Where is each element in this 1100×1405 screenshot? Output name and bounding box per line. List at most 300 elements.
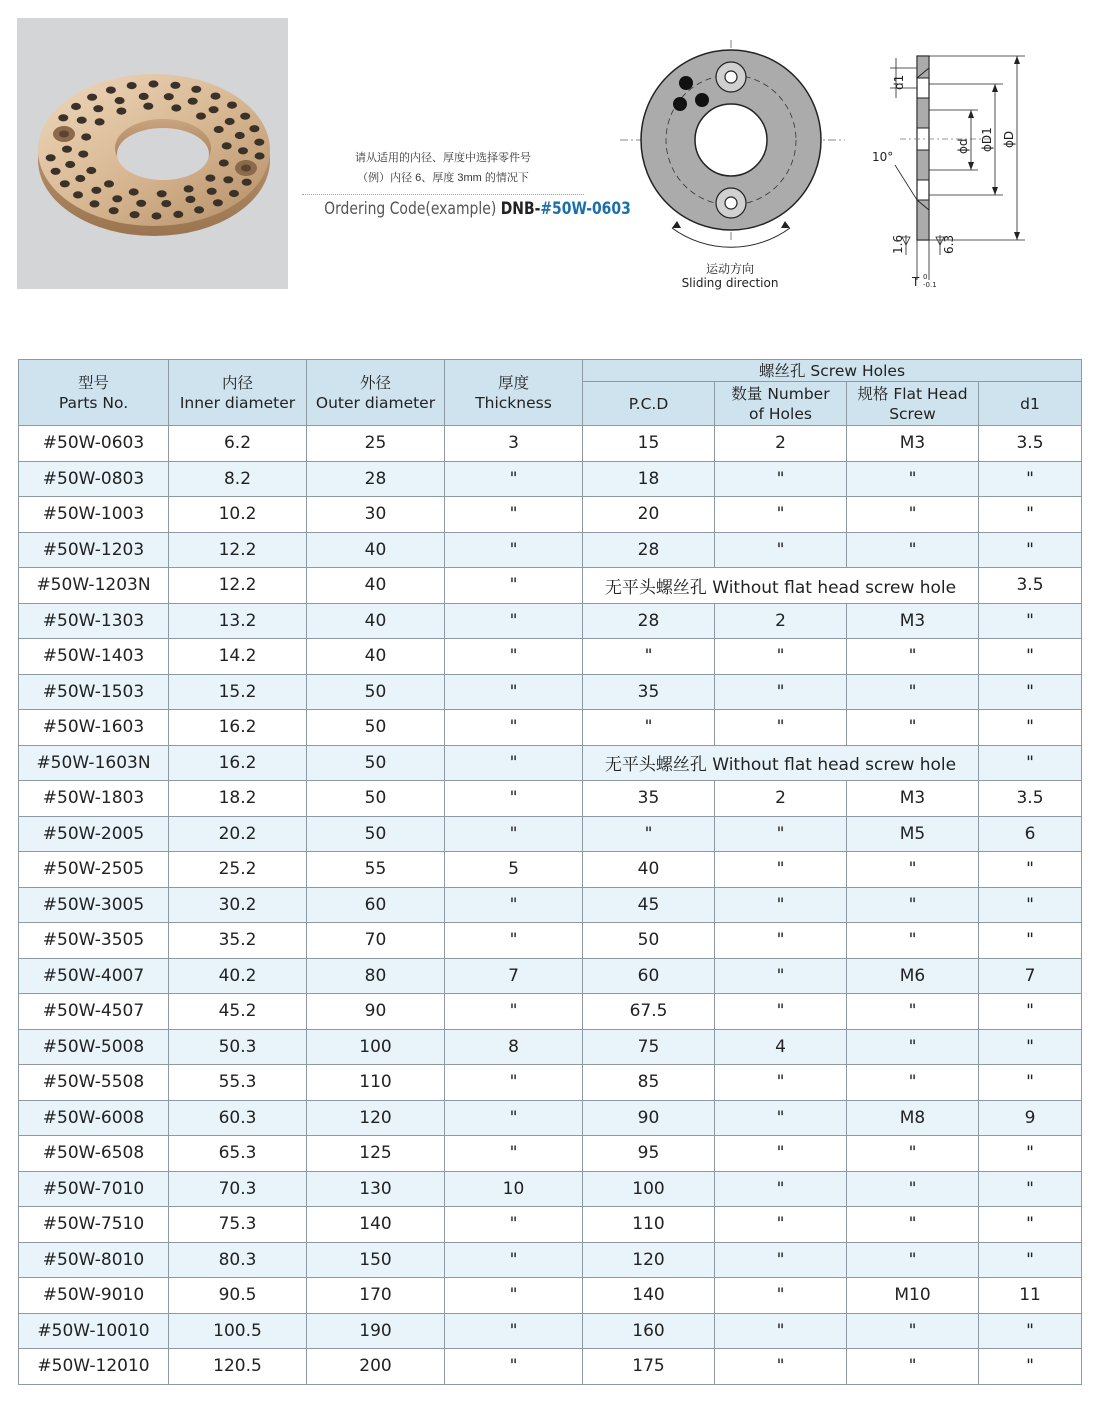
header-screw-holes: 螺丝孔 Screw Holes	[583, 360, 1082, 382]
table-row	[19, 1278, 1082, 1314]
graphite-plug	[62, 146, 72, 153]
table-cell: "	[847, 1313, 979, 1349]
graphite-plug	[152, 212, 162, 219]
graphite-plug	[227, 102, 237, 109]
dim-T: T	[912, 275, 920, 289]
graphite-plug	[205, 175, 215, 182]
dim-d1: d1	[892, 74, 906, 90]
table-row	[19, 781, 1082, 817]
table-cell: 85	[583, 1065, 715, 1101]
table-cell: "	[445, 923, 583, 959]
graphite-plug	[87, 94, 97, 101]
table-cell: 65.3	[169, 1136, 307, 1172]
table-cell: 100.5	[169, 1313, 307, 1349]
table-cell: "	[445, 603, 583, 639]
dim-T-upper: 0	[923, 273, 928, 281]
table-cell: #50W-1603N	[19, 745, 169, 781]
table-cell: "	[445, 674, 583, 710]
table-cell: "	[847, 532, 979, 568]
table-cell: 10	[445, 1171, 583, 1207]
graphite-plug	[249, 125, 259, 132]
table-cell: 40	[307, 603, 445, 639]
dim-T-lower: -0.1	[923, 281, 937, 289]
table-cell: #50W-3505	[19, 923, 169, 959]
table-cell: #50W-7010	[19, 1171, 169, 1207]
table-row	[19, 816, 1082, 852]
table-cell: "	[715, 1136, 847, 1172]
table-cell: "	[715, 710, 847, 746]
table-row	[19, 603, 1082, 639]
graphite-plug	[78, 151, 88, 158]
graphite-plug	[229, 190, 239, 197]
table-cell: M5	[847, 816, 979, 852]
table-cell: 28	[583, 603, 715, 639]
product-photo	[17, 18, 288, 289]
header-pcd: P.C.D	[583, 382, 715, 426]
table-cell: M10	[847, 1278, 979, 1314]
table-cell: "	[445, 816, 583, 852]
table-cell: "	[979, 852, 1082, 888]
table-cell: 8	[445, 1029, 583, 1065]
graphite-plug	[194, 206, 204, 213]
graphite-plug	[139, 93, 149, 100]
table-cell: #50W-1003	[19, 497, 169, 533]
table-row	[19, 532, 1082, 568]
table-cell: "	[445, 1278, 583, 1314]
table-cell: "	[445, 639, 583, 675]
header-parts-no	[19, 360, 169, 426]
table-cell: 16.2	[169, 710, 307, 746]
graphite-plug	[73, 191, 83, 198]
table-cell: #50W-10010	[19, 1313, 169, 1349]
table-cell: 11	[979, 1278, 1082, 1314]
table-row	[19, 497, 1082, 533]
graphite-plug	[149, 80, 159, 87]
table-cell: 7	[445, 958, 583, 994]
header-thickness-cn: 厚度	[497, 373, 529, 392]
table-row	[19, 1136, 1082, 1172]
table-cell: M3	[847, 781, 979, 817]
table-cell: 75.3	[169, 1207, 307, 1243]
table-cell: "	[715, 497, 847, 533]
table-cell: 120	[583, 1242, 715, 1278]
table-cell: "	[715, 461, 847, 497]
graphite-plug	[223, 176, 233, 183]
dim-d: ϕd	[956, 138, 970, 154]
table-cell: "	[979, 1207, 1082, 1243]
table-cell: 60	[307, 887, 445, 923]
graphite-plug	[214, 126, 224, 133]
graphite-plug	[136, 200, 146, 207]
table-cell: 13.2	[169, 603, 307, 639]
header-inner-cn: 内径	[221, 373, 253, 392]
header-outer-cn: 外径	[359, 373, 391, 392]
graphite-plug	[235, 132, 245, 139]
table-cell: 170	[307, 1278, 445, 1314]
graphite-plug	[77, 117, 87, 124]
table-cell: "	[979, 603, 1082, 639]
table-cell: 45.2	[169, 994, 307, 1030]
front-view-drawing	[620, 40, 850, 295]
table-cell: "	[715, 1065, 847, 1101]
table-cell: "	[979, 532, 1082, 568]
table-cell: 6	[979, 816, 1082, 852]
table-cell: 55	[307, 852, 445, 888]
ordering-example	[298, 148, 631, 219]
table-cell: 80	[307, 958, 445, 994]
table-cell: "	[445, 1313, 583, 1349]
table-cell: 12.2	[169, 532, 307, 568]
table-cell: "	[847, 994, 979, 1030]
graphite-plug	[222, 142, 232, 149]
table-row	[19, 1100, 1082, 1136]
graphite-plug	[143, 103, 153, 110]
table-cell: 35	[583, 781, 715, 817]
graphite-plug	[211, 93, 221, 100]
table-cell: 80.3	[169, 1242, 307, 1278]
sliding-direction-en: Sliding direction	[681, 276, 779, 290]
table-cell: 45	[583, 887, 715, 923]
table-cell: "	[979, 1065, 1082, 1101]
table-cell: "	[847, 674, 979, 710]
graphite-plug	[104, 180, 114, 187]
table-cell: #50W-1403	[19, 639, 169, 675]
table-cell: 190	[307, 1313, 445, 1349]
table-cell: 40	[307, 639, 445, 675]
table-cell: "	[847, 1029, 979, 1065]
table-row	[19, 1065, 1082, 1101]
table-cell: "	[979, 887, 1082, 923]
header-parts-no-cn: 型号	[77, 373, 109, 392]
table-cell: #50W-1503	[19, 674, 169, 710]
table-cell: "	[715, 923, 847, 959]
table-cell: 120	[307, 1100, 445, 1136]
table-cell: 50	[307, 781, 445, 817]
table-cell: "	[583, 639, 715, 675]
table-cell: 40	[307, 532, 445, 568]
table-cell: "	[979, 674, 1082, 710]
table-cell: #50W-8010	[19, 1242, 169, 1278]
table-cell: "	[979, 1171, 1082, 1207]
table-cell: "	[979, 923, 1082, 959]
table-cell: 50.3	[169, 1029, 307, 1065]
table-cell: 55.3	[169, 1065, 307, 1101]
table-cell: "	[715, 1242, 847, 1278]
table-cell: 2	[715, 426, 847, 462]
table-cell: "	[847, 1242, 979, 1278]
graphite-plug	[254, 139, 264, 146]
graphite-plug	[170, 82, 180, 89]
header-thickness	[445, 360, 583, 426]
table-cell: 20.2	[169, 816, 307, 852]
table-cell: 50	[307, 816, 445, 852]
graphite-plug	[115, 97, 125, 104]
table-cell: 20	[583, 497, 715, 533]
table-cell: "	[715, 852, 847, 888]
table-cell: #50W-1203	[19, 532, 169, 568]
graphite-plug	[255, 152, 265, 159]
table-cell: 9	[979, 1100, 1082, 1136]
table-cell: "	[445, 994, 583, 1030]
table-cell: "	[715, 674, 847, 710]
table-cell: 28	[583, 532, 715, 568]
table-cell: #50W-12010	[19, 1349, 169, 1385]
table-cell: "	[715, 1278, 847, 1314]
header-spec-line1: 规格 Flat Head	[857, 384, 968, 403]
table-cell: 60.3	[169, 1100, 307, 1136]
table-cell: "	[979, 461, 1082, 497]
table-cell: 4	[715, 1029, 847, 1065]
header-outer-en: Outer diameter	[315, 393, 436, 412]
graphite-plug	[86, 167, 96, 174]
table-cell: "	[715, 1349, 847, 1385]
table-cell: 15.2	[169, 674, 307, 710]
header-d1: d1	[979, 382, 1082, 426]
table-cell: 8.2	[169, 461, 307, 497]
table-cell: 110	[307, 1065, 445, 1101]
header-number-line1: 数量 Number	[731, 384, 830, 403]
table-cell: 75	[583, 1029, 715, 1065]
table-cell: "	[715, 994, 847, 1030]
table-cell: "	[847, 923, 979, 959]
table-cell: "	[979, 1242, 1082, 1278]
table-cell: 100	[583, 1171, 715, 1207]
table-cell: 40	[583, 852, 715, 888]
graphite-plug	[93, 105, 103, 112]
table-cell: 100	[307, 1029, 445, 1065]
table-cell: "	[715, 1313, 847, 1349]
table-cell: 50	[307, 710, 445, 746]
graphite-plug	[196, 113, 206, 120]
ordering-code-prefix: DNB-	[500, 199, 541, 219]
dim-D1: ϕD1	[980, 127, 994, 152]
table-cell: "	[445, 532, 583, 568]
table-row	[19, 923, 1082, 959]
table-cell: M3	[847, 426, 979, 462]
table-cell: "	[445, 1242, 583, 1278]
graphite-plug	[51, 168, 61, 175]
table-cell: 25.2	[169, 852, 307, 888]
ordering-code-label: Ordering Code(example)	[324, 199, 497, 219]
table-cell: #50W-7510	[19, 1207, 169, 1243]
table-cell: 90.5	[169, 1278, 307, 1314]
table-cell: 175	[583, 1349, 715, 1385]
table-row	[19, 1171, 1082, 1207]
table-cell: #50W-9010	[19, 1278, 169, 1314]
table-cell: #50W-4007	[19, 958, 169, 994]
table-cell: "	[583, 816, 715, 852]
table-cell: #50W-5508	[19, 1065, 169, 1101]
table-cell: "	[445, 710, 583, 746]
table-cell: 140	[307, 1207, 445, 1243]
table-cell: "	[445, 745, 583, 781]
header-inner-en: Inner diameter	[179, 393, 296, 412]
table-cell: #50W-5008	[19, 1029, 169, 1065]
graphite-plug	[112, 195, 122, 202]
table-cell: 10.2	[169, 497, 307, 533]
header-number-line2: of Holes	[749, 404, 812, 423]
table-cell: "	[715, 816, 847, 852]
table-cell: "	[847, 1349, 979, 1385]
table-cell: 7	[979, 958, 1082, 994]
table-cell: 140	[583, 1278, 715, 1314]
table-cell: 12.2	[169, 568, 307, 604]
table-cell: 28	[307, 461, 445, 497]
spec-table	[18, 359, 1082, 1385]
table-cell: 160	[583, 1313, 715, 1349]
table-cell: "	[445, 887, 583, 923]
table-cell: "	[979, 1029, 1082, 1065]
table-cell: 50	[307, 745, 445, 781]
table-cell: 95	[583, 1136, 715, 1172]
graphite-plug	[95, 118, 105, 125]
graphite-plug	[161, 200, 171, 207]
graphite-plug	[90, 200, 100, 207]
header-parts-no-en: Parts No.	[58, 393, 129, 412]
graphite-plug	[157, 190, 167, 197]
graphite-plug	[71, 103, 81, 110]
table-cell: "	[715, 639, 847, 675]
dim-roughness-1: 1.6	[891, 234, 905, 254]
graphite-plug	[130, 211, 140, 218]
ordering-instruction: 请从适用的内径、厚度中选择零件号	[355, 152, 531, 164]
table-cell: 90	[583, 1100, 715, 1136]
table-cell: "	[979, 710, 1082, 746]
table-cell: 15	[583, 426, 715, 462]
dim-roughness-2: 6.3	[942, 234, 956, 254]
graphite-plug	[106, 87, 116, 94]
table-cell: "	[847, 497, 979, 533]
table-cell: 3.5	[979, 781, 1082, 817]
table-cell: #50W-1303	[19, 603, 169, 639]
dim-angle: 10°	[872, 150, 894, 164]
table-cell: 120.5	[169, 1349, 307, 1385]
table-cell: 110	[583, 1207, 715, 1243]
table-cell: "	[847, 639, 979, 675]
table-cell: "	[979, 639, 1082, 675]
table-cell: "	[715, 1207, 847, 1243]
graphite-plug	[185, 196, 195, 203]
table-cell: "	[847, 852, 979, 888]
table-cell: "	[715, 532, 847, 568]
table-cell: "	[979, 745, 1082, 781]
dim-D: ϕD	[1002, 130, 1016, 148]
graphite-plug	[75, 175, 85, 182]
table-cell: #50W-0803	[19, 461, 169, 497]
table-cell: 6.2	[169, 426, 307, 462]
table-cell: 125	[307, 1136, 445, 1172]
cell-no-screw-hole-note: 无平头螺丝孔 Without flat head screw hole	[583, 745, 979, 781]
graphite-plug	[209, 106, 219, 113]
table-row	[19, 674, 1082, 710]
table-cell: 35	[583, 674, 715, 710]
table-cell: M3	[847, 603, 979, 639]
graphite-plug	[91, 187, 101, 194]
graphite-plug	[191, 86, 201, 93]
table-row	[19, 426, 1082, 462]
table-cell: 40	[307, 568, 445, 604]
graphite-plug	[225, 118, 235, 125]
graphite-plug	[116, 108, 126, 115]
table-row	[19, 1207, 1082, 1243]
table-cell: 18	[583, 461, 715, 497]
header-number-of-holes	[715, 382, 847, 426]
table-cell: 14.2	[169, 639, 307, 675]
table-cell: #50W-3005	[19, 887, 169, 923]
table-cell: "	[445, 1349, 583, 1385]
table-cell: "	[715, 887, 847, 923]
table-row	[19, 958, 1082, 994]
table-cell: 5	[445, 852, 583, 888]
table-cell: 16.2	[169, 745, 307, 781]
graphite-plug	[188, 98, 198, 105]
table-cell: 50	[583, 923, 715, 959]
table-cell: 18.2	[169, 781, 307, 817]
table-cell: 70	[307, 923, 445, 959]
table-cell: "	[715, 958, 847, 994]
table-cell: 50	[307, 674, 445, 710]
table-cell: #50W-1803	[19, 781, 169, 817]
graphite-plug	[238, 147, 248, 154]
table-cell: M8	[847, 1100, 979, 1136]
header-spec-line2: Screw	[889, 404, 936, 423]
graphite-plug	[242, 179, 252, 186]
table-cell: "	[847, 710, 979, 746]
graphite-plug	[46, 154, 56, 161]
table-cell: 60	[583, 958, 715, 994]
table-cell: "	[847, 461, 979, 497]
table-cell: #50W-2005	[19, 816, 169, 852]
header-flat-head-screw	[847, 382, 979, 426]
graphite-plug	[127, 82, 137, 89]
table-cell: 3.5	[979, 426, 1082, 462]
graphite-plug	[171, 104, 181, 111]
table-cell: "	[445, 497, 583, 533]
table-cell: 130	[307, 1171, 445, 1207]
table-cell: #50W-0603	[19, 426, 169, 462]
table-cell: #50W-1203N	[19, 568, 169, 604]
table-cell: "	[445, 568, 583, 604]
table-cell: "	[979, 994, 1082, 1030]
table-cell: "	[847, 1207, 979, 1243]
table-row	[19, 1349, 1082, 1385]
sliding-direction-cn: 运动方向	[705, 262, 755, 276]
section-view-drawing	[860, 40, 1065, 295]
table-cell: #50W-4507	[19, 994, 169, 1030]
table-cell: "	[445, 1065, 583, 1101]
table-cell: "	[979, 1349, 1082, 1385]
graphite-plug	[213, 199, 223, 206]
table-cell: "	[445, 1207, 583, 1243]
table-row	[19, 710, 1082, 746]
table-cell: 150	[307, 1242, 445, 1278]
table-cell: 2	[715, 603, 847, 639]
table-cell: "	[715, 1171, 847, 1207]
header-inner-diameter	[169, 360, 307, 426]
table-cell: 90	[307, 994, 445, 1030]
table-cell: "	[979, 497, 1082, 533]
table-cell: "	[847, 887, 979, 923]
ordering-example-note: （例）内径 6、厚度 3mm 的情况下	[357, 172, 529, 184]
table-row	[19, 994, 1082, 1030]
graphite-plug	[65, 161, 75, 168]
table-cell: "	[979, 1136, 1082, 1172]
table-cell: 2	[715, 781, 847, 817]
graphite-plug	[58, 114, 68, 121]
table-cell: "	[445, 1100, 583, 1136]
table-cell: 70.3	[169, 1171, 307, 1207]
table-row	[19, 1313, 1082, 1349]
